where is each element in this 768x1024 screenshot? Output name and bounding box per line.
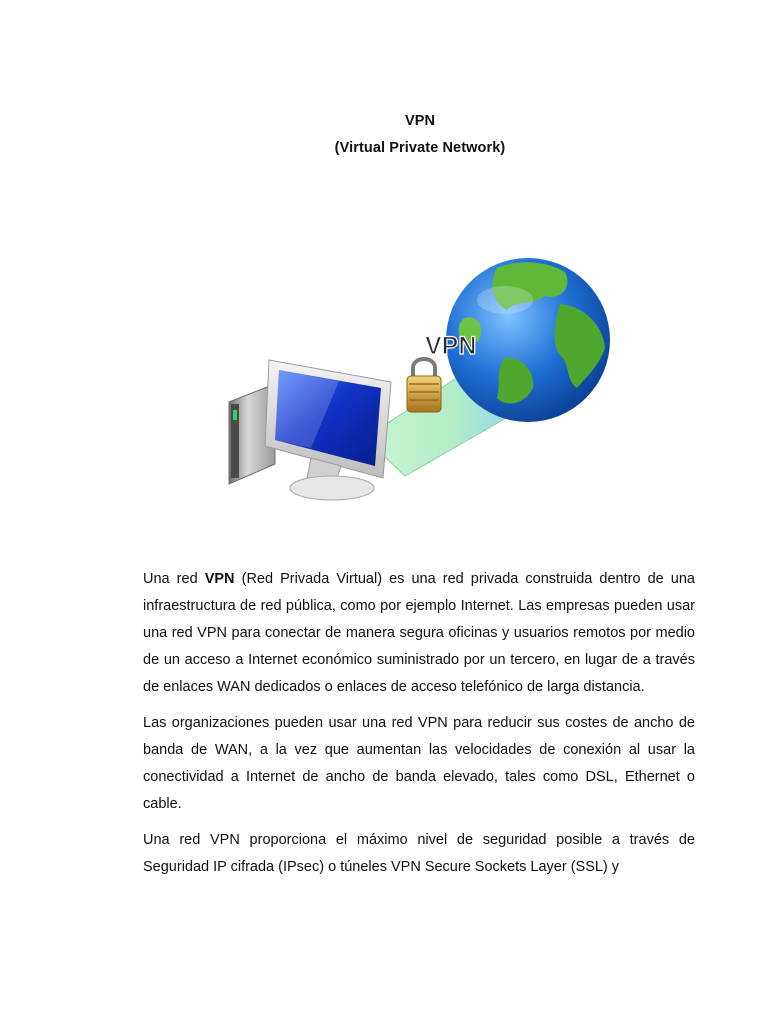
title-block	[0, 108, 768, 162]
body-text	[143, 566, 695, 890]
padlock-icon	[407, 359, 441, 412]
paragraph-3: Una red VPN proporciona el máximo nivel de seguridad posible a través de Seguridad IP cifrada (IPsec) o túneles VPN Secure Sockets Layer (SSL) y	[143, 832, 695, 875]
monitor-icon	[265, 360, 391, 500]
paragraph-2: Las organizaciones pueden usar una red VPN para reducir sus costes de ancho de banda de WAN, a la vez que aumentan las velocidades de conexión al usar la conectividad a Internet de ancho de banda elevado, tales como DSL, Ethernet o cable.	[143, 715, 695, 812]
document-subtitle: (Virtual Private Network)	[334, 140, 506, 156]
paragraph-1-lead: Una red	[143, 571, 205, 587]
paragraph-1	[143, 566, 695, 701]
paragraph-1-bold: VPN	[204, 571, 235, 587]
document-title: VPN	[404, 113, 436, 129]
vpn-illustration	[215, 248, 615, 513]
figure-vpn-label: VPN	[425, 332, 477, 360]
paragraph-1-rest: (Red Privada Virtual) es una red privada construida dentro de una infraestructura de red pública, como por ejemplo Internet. Las empresas pueden usar una red VPN para conectar de manera segura oficinas y usuarios remotos por medio de un acceso a Internet económico suministrado por un tercero, en lugar de a través de enlaces WAN dedicados o enlaces de acceso telefónico de larga distancia.	[143, 571, 695, 695]
